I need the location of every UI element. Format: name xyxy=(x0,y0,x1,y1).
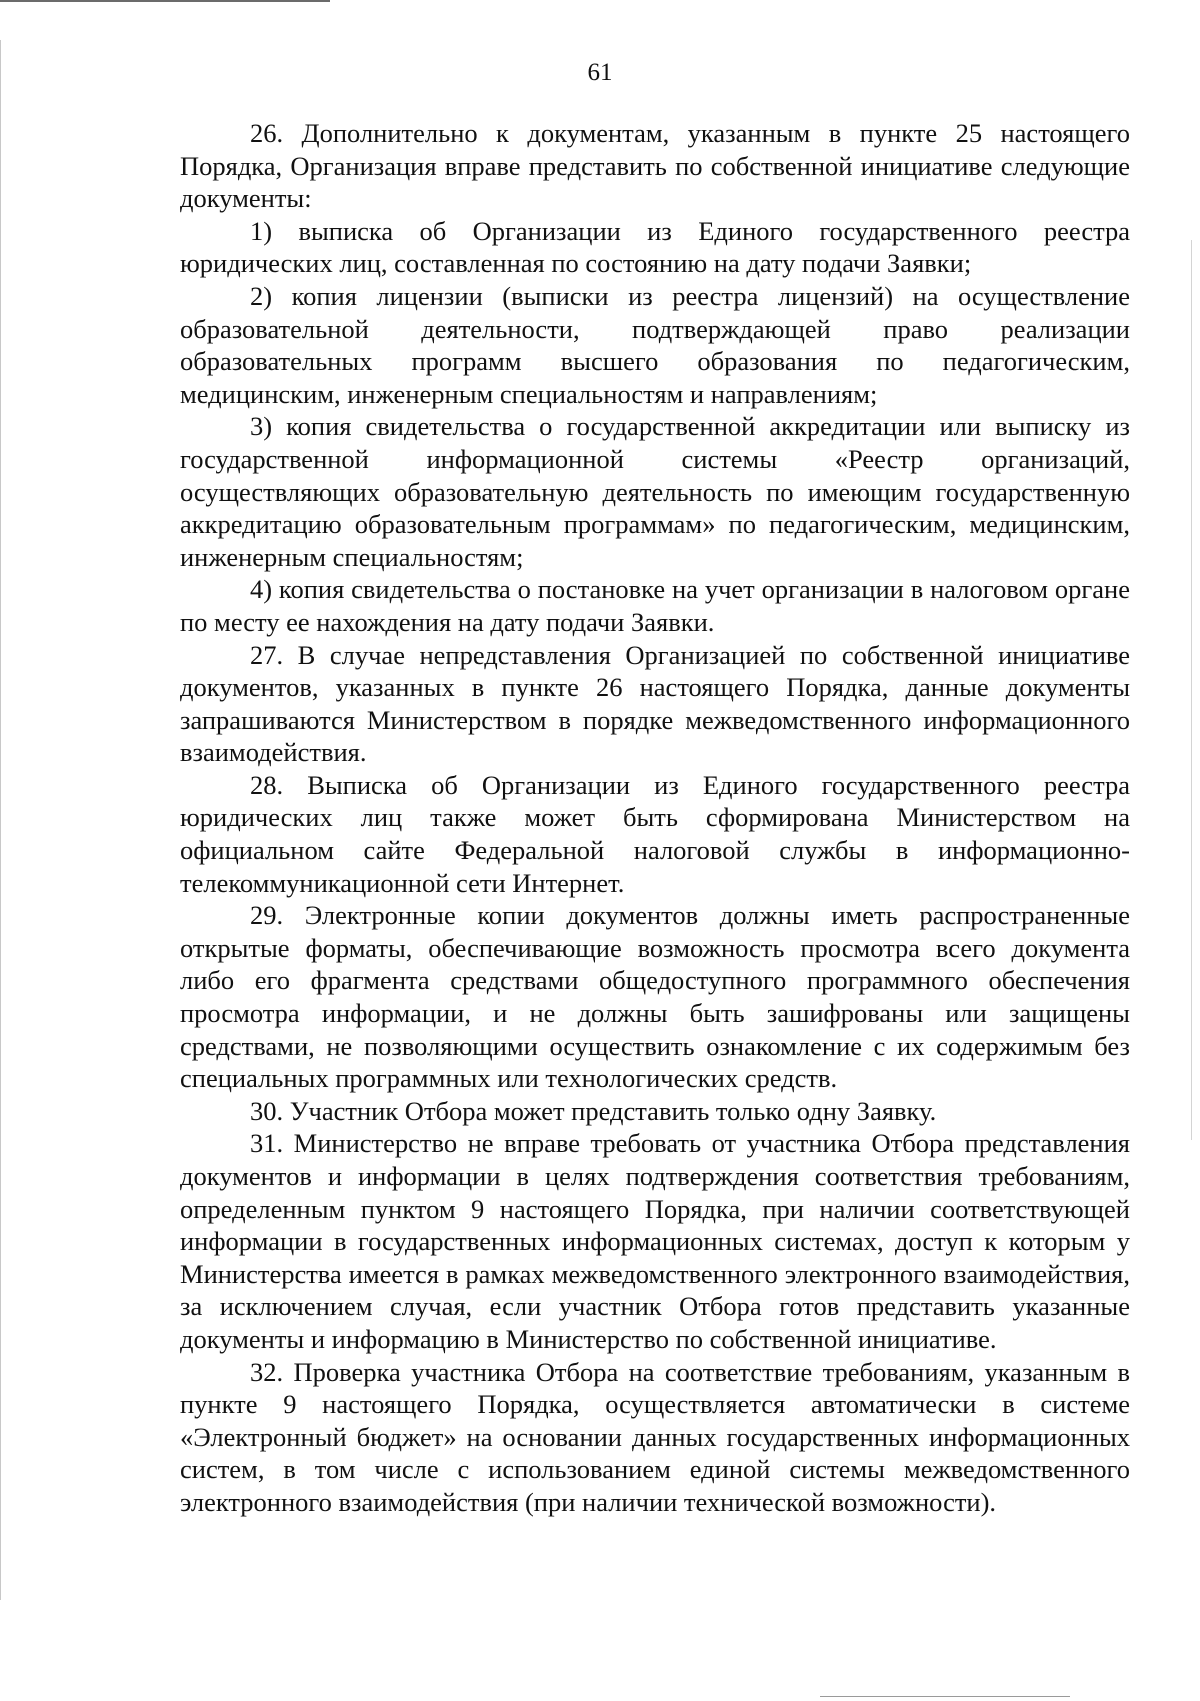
paragraph-26-item-2: 2) копия лицензии (выписки из реестра лицензий) на осуществление образовательной деятельности, подтверждающей право реализации образовательных программ высшего образования по педагогическим, медицинским, инженерным специальностям и направлениям; xyxy=(180,280,1130,409)
scan-edge-top xyxy=(0,0,330,2)
page-number: 61 xyxy=(587,59,613,86)
scan-edge-bottom xyxy=(820,1696,1070,1697)
paragraph-28: 28. Выписка об Организации из Единого государственного реестра юридических лиц также может быть сформирована Министерством на официальном сайте Федеральной налоговой службы в информационно-телекоммуникационной сети Интернет. xyxy=(180,769,1130,898)
paragraph-32: 32. Проверка участника Отбора на соответствие требованиям, указанным в пункте 9 настоящего Порядка, осуществляется автоматически в системе «Электронный бюджет» на основании данных государственных информационных систем, в том числе с использованием единой системы межведомственного электронного взаимодействия (при наличии технической возможности). xyxy=(180,1356,1130,1517)
paragraph-26-item-3: 3) копия свидетельства о государственной аккредитации или выписку из государственной информационной системы «Реестр организаций, осуществляющих образовательную деятельность по имеющим государственную аккредитацию образовательным программам» по педагогическим, медицинским, инженерным специальностям; xyxy=(180,411,1130,572)
scan-edge-right xyxy=(1191,240,1192,1140)
paragraph-31: 31. Министерство не вправе требовать от участника Отбора представления документов и информации в целях подтверждения соответствия требованиям, определенным пунктом 9 настоящего Порядка, при наличии соответствующей информации в государственных информационных системах, доступ к которым у Министерства имеется в рамках межведомственного электронного взаимодействия, за исключением случая, если участник Отбора готов представить указанные документы и информацию в Министерство по собственной инициативе. xyxy=(180,1128,1130,1354)
paragraph-27: 27. В случае непредставления Организацией по собственной инициативе документов, указанных в пункте 26 настоящего Порядка, данные документы запрашиваются Министерством в порядке межведомственного информационного взаимодействия. xyxy=(180,639,1130,768)
paragraph-30: 30. Участник Отбора может представить только одну Заявку. xyxy=(250,1095,937,1126)
scan-edge-left xyxy=(0,40,1,1600)
paragraph-29: 29. Электронные копии документов должны иметь распространенные открытые форматы, обеспечивающие возможность просмотра всего документа либо его фрагмента средствами общедоступного программного обеспечения просмотра информации, и не должны быть зашифрованы или защищены средствами, не позволяющими осуществить ознакомление с их содержимым без специальных программных или технологических средств. xyxy=(180,900,1130,1094)
paragraph-26-item-4: 4) копия свидетельства о постановке на учет организации в налоговом органе по месту ее нахождения на дату подачи Заявки. xyxy=(180,574,1130,637)
document-body xyxy=(180,117,1130,1519)
paragraph-26-item-1: 1) выписка об Организации из Единого государственного реестра юридических лиц, составленная по состоянию на дату подачи Заявки; xyxy=(180,215,1130,279)
paragraph-26: 26. Дополнительно к документам, указанным в пункте 25 настоящего Порядка, Организация вправе представить по собственной инициативе следующие документы: xyxy=(180,118,1130,214)
